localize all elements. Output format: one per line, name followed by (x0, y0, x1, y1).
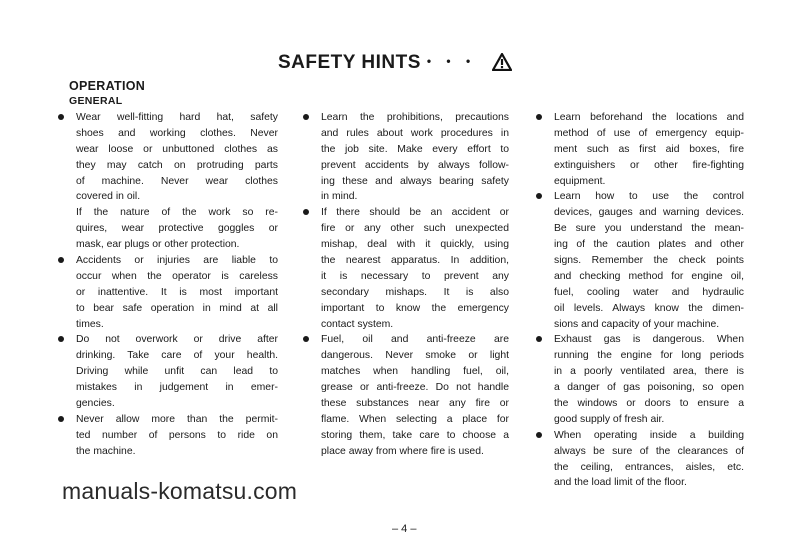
text-line: ing of the caution plates and other (554, 239, 744, 251)
text-line: a danger of gas poisoning, so open (554, 382, 744, 394)
text-line: fire or any other such unexpected (321, 223, 509, 235)
text-line: grease or anti-freeze. Do not handle (321, 382, 509, 394)
bullet-icon (536, 114, 542, 120)
text-line: oil levels. Always know the dimen- (554, 302, 744, 314)
text-line: When operating inside a building (554, 429, 744, 441)
text-line: Driving while unfit can lead to (76, 366, 278, 378)
bullet-item (536, 189, 744, 332)
text-line: and checking method for engine oil, (554, 270, 744, 282)
title-dots: • • • (426, 54, 477, 68)
text-line: covered in oil. (76, 191, 141, 203)
text-line: Learn the prohibitions, precautions (321, 112, 509, 123)
text-line: these substances near any fire or (321, 398, 509, 410)
text-line: wear loose or unbuttoned clothes as (76, 143, 278, 155)
text-line: to bear safe operation in mind at all (76, 302, 278, 314)
bullet-icon (536, 432, 542, 438)
text-line: important to know the emergency (321, 302, 509, 314)
bullet-icon (58, 114, 64, 120)
text-line: quires, wear protective goggles or (76, 223, 278, 235)
bullet-item (303, 110, 509, 205)
text-line: drinking. Take care of your health. (76, 350, 278, 362)
text-line: or inattentive. It is most important (76, 286, 278, 298)
title-text: SAFETY HINTS (278, 52, 421, 73)
bullet-item (303, 205, 509, 332)
text-line: ment such as first aid boxes, fire (554, 143, 744, 155)
text-line: mask, ear plugs or other protection. (76, 239, 240, 251)
text-line: Learn how to use the control (554, 191, 744, 203)
text-line: good supply of fresh air. (554, 413, 665, 425)
text-line: gencies. (76, 398, 115, 410)
text-line: Learn beforehand the locations and (554, 112, 744, 123)
text-line: fuel, cooling water and hydraulic (554, 286, 744, 298)
text-line: Never allow more than the permit- (76, 413, 278, 425)
text-line: the ceiling, entrances, aisles, etc. (554, 461, 744, 473)
text-line: they may catch on protruding parts (76, 159, 278, 171)
text-line: dangerous. Never smoke or light (321, 350, 509, 362)
text-line: signs. Remember the check points (554, 255, 744, 267)
text-line: shoes and working clothes. Never (76, 127, 278, 139)
text-line: mistakes in judgement in emer- (76, 382, 278, 394)
text-line: devices, gauges and warning devices. (554, 207, 744, 219)
bullet-icon (536, 193, 542, 199)
text-line: the machine. (76, 445, 136, 457)
text-line: mishap, deal with it quickly, using (321, 239, 509, 251)
text-line: secondary mishaps. It is also (321, 286, 509, 298)
bullet-item (536, 332, 744, 427)
text-line: matches when handling fuel, oil, (321, 366, 509, 378)
bullet-item (58, 253, 278, 332)
text-line: sions and capacity of your machine. (554, 318, 720, 330)
text-line: and rules about work procedures in (321, 127, 509, 139)
column-2 (303, 110, 509, 460)
bullet-icon (58, 257, 64, 263)
text-line: place away from where fire is used. (321, 445, 484, 457)
column-3 (536, 110, 744, 491)
page-title (278, 52, 512, 77)
text-line: Fuel, oil and anti-freeze are (321, 334, 509, 346)
subsection-heading: GENERAL (69, 95, 123, 107)
text-line: and the load limit of the floor. (554, 477, 687, 489)
text-line: running the engine for long periods (554, 350, 744, 362)
paragraph (58, 205, 278, 253)
text-line: Do not overwork or drive after (76, 334, 278, 346)
text-line: of machine. Never wear clothes (76, 175, 278, 187)
text-line: If there should be an accident or (321, 207, 509, 219)
watermark: manuals-komatsu.com (62, 478, 298, 504)
page-number: – 4 – (392, 523, 417, 535)
bullet-item (536, 110, 744, 189)
bullet-icon (303, 114, 309, 120)
text-line: If the nature of the work so re- (76, 207, 278, 219)
column-1 (58, 110, 278, 460)
bullet-item (536, 428, 744, 492)
bullet-icon (303, 209, 309, 215)
bullet-icon (58, 416, 64, 422)
text-line: equipment. (554, 175, 606, 187)
text-line: ing these and always bearing safety (321, 175, 509, 187)
text-line: ted number of persons to ride on (76, 429, 278, 441)
bullet-item (58, 332, 278, 411)
text-line: the nearest apparatus. In addition, (321, 255, 509, 267)
text-line: method of use of emergency equip- (554, 127, 744, 139)
text-line: prevent accidents by always follow- (321, 159, 509, 171)
text-line: contact system. (321, 318, 394, 330)
text-line: times. (76, 318, 104, 330)
bullet-item (303, 332, 509, 459)
text-line: Be sure you understand the mean- (554, 223, 744, 235)
bullet-item (58, 110, 278, 205)
bullet-icon (58, 336, 64, 342)
text-line: in mind. (321, 191, 358, 203)
text-line: the job site. Make every effort to (321, 143, 509, 155)
text-line: extinguishers or other fire-fighting (554, 159, 744, 171)
text-line: the windows or doors to ensure a (554, 398, 744, 410)
text-line: it is necessary to prevent any (321, 270, 509, 282)
warning-triangle-icon (492, 53, 512, 77)
text-line: always be sure of the clearances of (554, 445, 744, 457)
bullet-item (58, 412, 278, 460)
bullet-icon (536, 336, 542, 342)
text-line: Exhaust gas is dangerous. When (554, 334, 744, 346)
text-line: in a poorly ventilated area, there is (554, 366, 744, 378)
text-line: Wear well-fitting hard hat, safety (76, 112, 278, 123)
text-line: Accidents or injuries are liable to (76, 255, 278, 267)
bullet-icon (303, 336, 309, 342)
text-line: storing them, take care to choose a (321, 429, 509, 441)
text-line: flame. When selecting a place for (321, 413, 509, 425)
text-line: occur when the operator is careless (76, 270, 278, 282)
section-heading: OPERATION (69, 79, 146, 93)
